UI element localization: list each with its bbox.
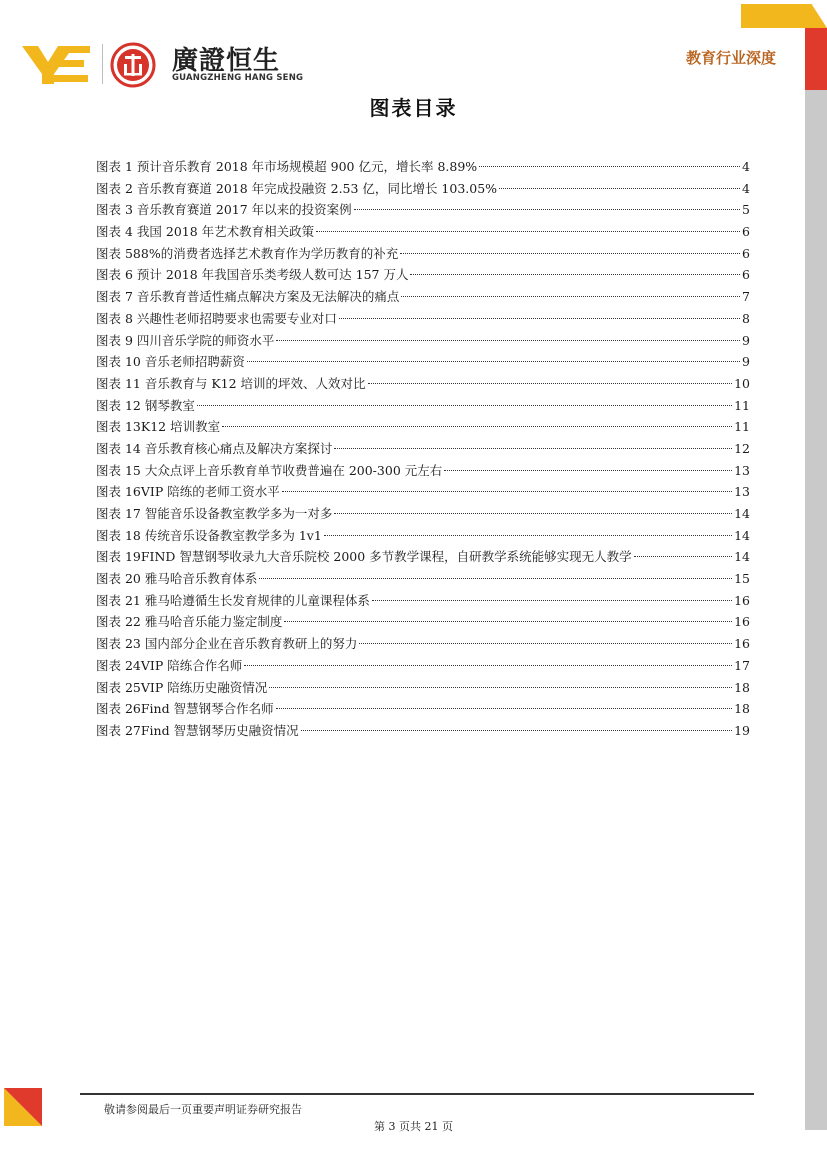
toc-leader-dots — [282, 490, 732, 492]
toc-entry-title: 图表 15 大众点评上音乐教育单节收费普遍在 200-300 元左右 — [96, 462, 443, 478]
toc-leader-dots — [634, 555, 732, 557]
toc-entry-title: 图表 18 传统音乐设备教室教学多为 1v1 — [96, 527, 322, 543]
toc-entry[interactable] — [96, 568, 750, 590]
toc-entry-page: 17 — [734, 657, 750, 673]
toc-entry-page: 9 — [742, 332, 750, 348]
toc-leader-dots — [401, 295, 740, 297]
toc-leader-dots — [247, 360, 740, 362]
toc-entry-page: 4 — [742, 180, 750, 196]
toc-entry[interactable] — [96, 221, 750, 243]
toc-leader-dots — [197, 404, 732, 406]
toc-entry-title: 图表 9 四川音乐学院的师资水平 — [96, 332, 275, 348]
toc-entry-page: 18 — [734, 701, 750, 717]
toc-leader-dots — [400, 252, 740, 254]
toc-entry-page: 7 — [742, 289, 750, 305]
page-title: 图表目录 — [369, 96, 458, 120]
toc-entry-page: 13 — [734, 462, 750, 478]
toc-entry[interactable] — [96, 590, 750, 612]
toc-entry[interactable] — [96, 720, 750, 742]
logo-chinese-text: 廣證恒生 — [172, 46, 281, 76]
toc-leader-dots — [368, 382, 733, 384]
toc-entry[interactable] — [96, 525, 750, 547]
toc-entry[interactable] — [96, 264, 750, 286]
toc-entry[interactable] — [96, 308, 750, 330]
toc-entry-title: 图表 12 钢琴教室 — [96, 397, 195, 413]
toc-entry-page: 14 — [734, 549, 750, 565]
toc-leader-dots — [316, 230, 740, 232]
toc-entry[interactable] — [96, 611, 750, 633]
toc-entry[interactable] — [96, 156, 750, 178]
toc-entry[interactable] — [96, 416, 750, 438]
toc-entry-title: 图表 26Find 智慧钢琴合作名师 — [96, 701, 274, 717]
toc-entry-title: 图表 22 雅马哈音乐能力鉴定制度 — [96, 614, 283, 630]
industry-label: 教育行业深度 — [686, 49, 777, 67]
logo-divider — [102, 44, 103, 84]
toc-entry[interactable] — [96, 178, 750, 200]
toc-entry-title: 图表 10 音乐老师招聘薪资 — [96, 354, 245, 370]
toc-entry-page: 11 — [734, 397, 750, 413]
toc-entry[interactable] — [96, 286, 750, 308]
toc-entry-title: 图表 8 兴趣性老师招聘要求也需要专业对口 — [96, 310, 337, 326]
toc-entry[interactable] — [96, 199, 750, 221]
guangzheng-seal-icon — [110, 42, 156, 88]
footer-divider — [80, 1093, 754, 1095]
toc-entry-title: 图表 13K12 培训教室 — [96, 419, 221, 435]
toc-leader-dots — [284, 620, 732, 622]
toc-entry-title: 图表 4 我国 2018 年艺术教育相关政策 — [96, 224, 315, 240]
toc-entry-title: 图表 24VIP 陪练合作名师 — [96, 657, 243, 673]
toc-leader-dots — [334, 447, 732, 449]
toc-entry[interactable] — [96, 481, 750, 503]
toc-entry-page: 16 — [734, 592, 750, 608]
header-yellow-tab — [741, 4, 827, 28]
ye-logo-icon — [22, 44, 92, 84]
toc-entry-page: 19 — [734, 722, 750, 738]
toc-entry[interactable] — [96, 330, 750, 352]
toc-entry-title: 图表 6 预计 2018 年我国音乐类考级人数可达 157 万人 — [96, 267, 409, 283]
toc-leader-dots — [372, 599, 732, 601]
toc-entry-title: 图表 14 音乐教育核心痛点及解决方案探讨 — [96, 440, 333, 456]
toc-leader-dots — [444, 469, 732, 471]
toc-leader-dots — [479, 165, 740, 167]
toc-entry-page: 9 — [742, 354, 750, 370]
toc-entry[interactable] — [96, 546, 750, 568]
toc-entry-page: 4 — [742, 159, 750, 174]
toc-entry-title: 图表 17 智能音乐设备教室教学多为一对多 — [96, 506, 333, 521]
toc-entry[interactable] — [96, 655, 750, 677]
toc-leader-dots — [339, 317, 740, 319]
toc-entry[interactable] — [96, 503, 750, 525]
toc-entry-page: 15 — [734, 571, 750, 587]
toc-entry[interactable] — [96, 351, 750, 373]
toc-entry-title: 图表 19FIND 智慧钢琴收录九大音乐院校 2000 多节教学课程，自研教学系统能够实现无人教学 — [96, 549, 632, 565]
toc-leader-dots — [359, 642, 732, 644]
toc-entry-page: 12 — [734, 440, 750, 456]
footer-page-number: 第 3 页共 21 页 — [374, 1120, 453, 1133]
toc-entry-page: 11 — [734, 419, 750, 435]
logo-english-text: GUANGZHENG HANG SENG — [172, 73, 304, 83]
toc-entry[interactable] — [96, 373, 750, 395]
toc-leader-dots — [334, 512, 732, 514]
right-gray-band — [805, 90, 827, 1130]
footer-disclaimer: 敬请参阅最后一页重要声明证券研究报告 — [104, 1103, 302, 1116]
toc-entry[interactable] — [96, 460, 750, 482]
toc-leader-dots — [222, 425, 732, 427]
toc-entry[interactable] — [96, 243, 750, 265]
toc-entry-title: 图表 3 音乐教育赛道 2017 年以来的投资案例 — [96, 202, 352, 218]
toc-leader-dots — [276, 707, 733, 709]
toc-entry-page: 14 — [734, 527, 750, 543]
table-of-figures — [96, 156, 750, 742]
toc-leader-dots — [499, 187, 740, 189]
toc-entry-title: 图表 588%的消费者选择艺术教育作为学历教育的补充 — [96, 245, 399, 261]
toc-entry[interactable] — [96, 395, 750, 417]
toc-entry-page: 16 — [734, 636, 750, 652]
toc-entry-page: 16 — [734, 614, 750, 630]
toc-entry-page: 6 — [742, 224, 750, 240]
toc-entry-page: 14 — [734, 506, 750, 521]
toc-entry-title: 图表 25VIP 陪练历史融资情况 — [96, 679, 268, 695]
toc-entry[interactable] — [96, 633, 750, 655]
toc-entry-page: 18 — [734, 679, 750, 695]
toc-entry-title: 图表 7 音乐教育普适性痛点解决方案及无法解决的痛点 — [96, 289, 400, 305]
toc-entry-title: 图表 20 雅马哈音乐教育体系 — [96, 571, 258, 587]
toc-entry-title: 图表 27Find 智慧钢琴历史融资情况 — [96, 722, 299, 738]
toc-entry-page: 8 — [742, 310, 750, 326]
header-red-bar — [805, 28, 827, 90]
toc-entry-title: 图表 11 音乐教育与 K12 培训的坪效、人效对比 — [96, 375, 366, 391]
toc-entry-page: 6 — [742, 245, 750, 261]
toc-entry-title: 图表 2 音乐教育赛道 2018 年完成投融资 2.53 亿，同比增长 103.05% — [96, 180, 498, 196]
toc-leader-dots — [244, 664, 732, 666]
toc-entry-title: 图表 1 预计音乐教育 2018 年市场规模超 900 亿元，增长率 8.89% — [96, 159, 478, 174]
toc-leader-dots — [354, 208, 740, 210]
toc-entry-page: 6 — [742, 267, 750, 283]
toc-entry-title: 图表 21 雅马哈遵循生长发育规律的儿童课程体系 — [96, 592, 370, 608]
toc-entry[interactable] — [96, 677, 750, 699]
toc-entry-page: 13 — [734, 484, 750, 500]
toc-leader-dots — [410, 273, 740, 275]
toc-entry[interactable] — [96, 698, 750, 720]
toc-leader-dots — [269, 686, 732, 688]
toc-leader-dots — [259, 577, 732, 579]
toc-leader-dots — [324, 534, 732, 536]
toc-entry-title: 图表 23 国内部分企业在音乐教育教研上的努力 — [96, 636, 358, 652]
toc-entry-page: 10 — [734, 375, 750, 391]
toc-entry[interactable] — [96, 438, 750, 460]
toc-entry-title: 图表 16VIP 陪练的老师工资水平 — [96, 484, 280, 500]
toc-entry-page: 5 — [742, 202, 750, 218]
toc-leader-dots — [301, 729, 733, 731]
toc-leader-dots — [276, 339, 740, 341]
